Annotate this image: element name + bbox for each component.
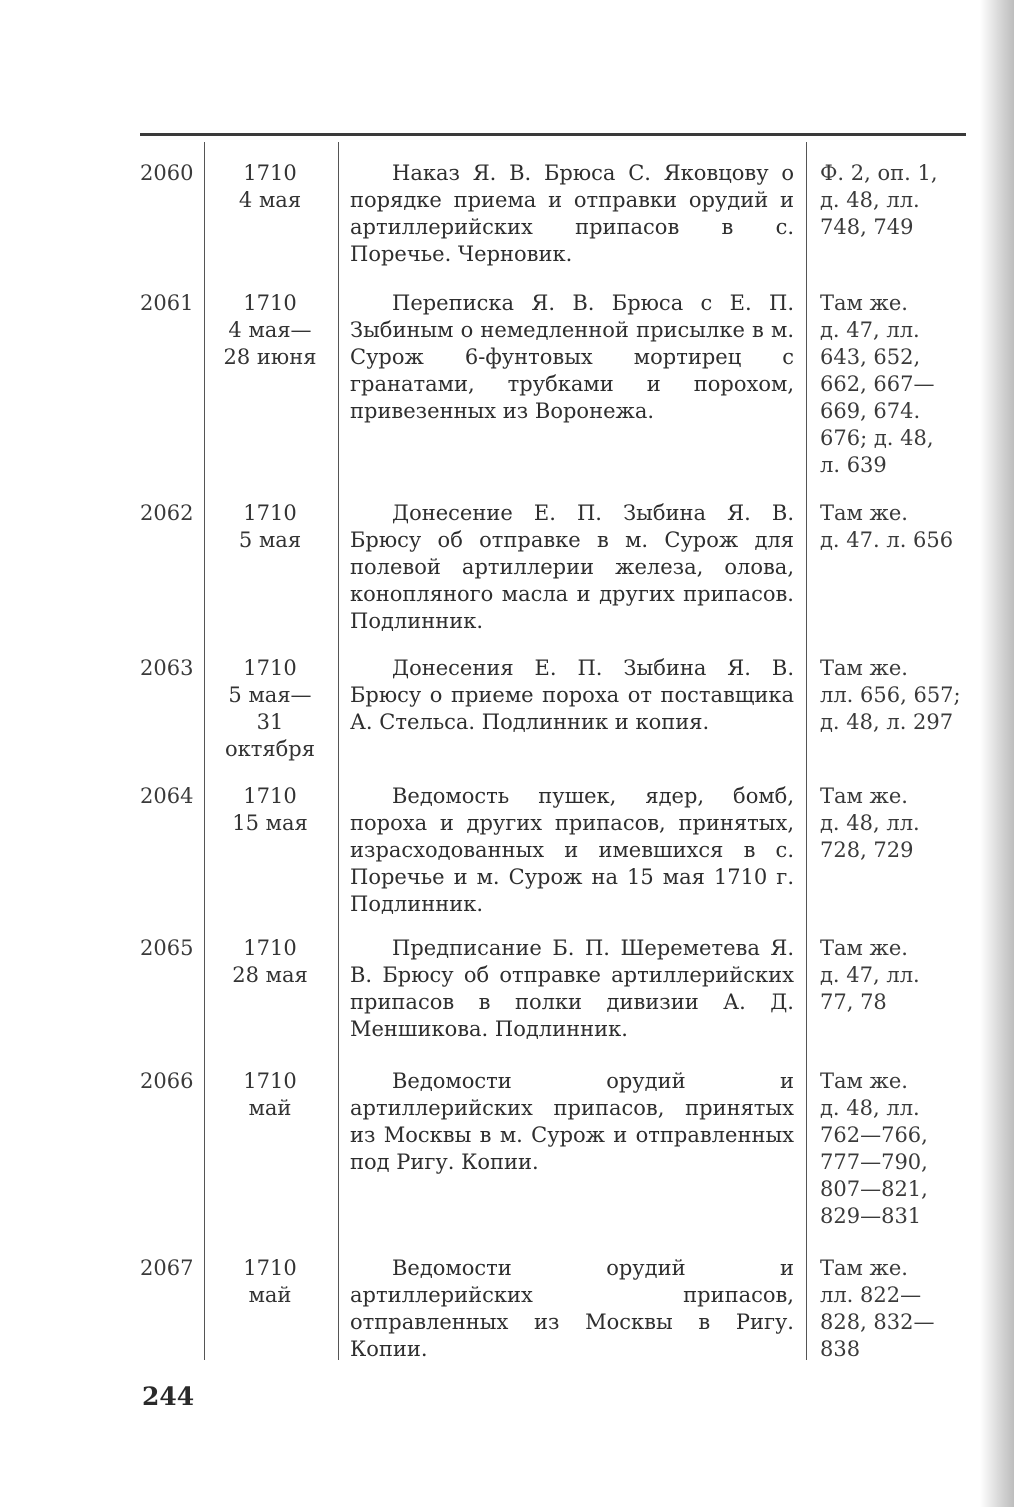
entry-number: 2066 xyxy=(140,1069,194,1093)
column-divider-2 xyxy=(338,142,339,1360)
entry-date: 1710 май xyxy=(243,1256,297,1307)
page-number: 244 xyxy=(142,1382,195,1411)
entry-date: 1710 май xyxy=(243,1069,297,1120)
entry-reference: Там же. д. 48, лл. 728, 729 xyxy=(820,784,920,862)
entry-description: Наказ Я. В. Брюса С. Яковцову о порядке приема и отправки орудий и артиллерийских припасов в с. Поречье. Черновик. xyxy=(350,161,794,266)
entry-date: 1710 5 мая— 31 октября xyxy=(225,656,315,761)
entry-number: 2061 xyxy=(140,291,194,315)
entry-number: 2063 xyxy=(140,656,194,680)
entry-description: Донесение Е. П. Зыбина Я. В. Брюсу об отправке в м. Сурож для полевой артиллерии железа, олова, конопляного масла и других припасов. Подлинник. xyxy=(350,501,794,633)
table-top-rule xyxy=(140,133,966,136)
entry-reference: Там же. д. 47, лл. 77, 78 xyxy=(820,936,920,1014)
entry-date: 1710 4 мая xyxy=(238,161,302,212)
entry-date: 1710 28 мая xyxy=(232,936,308,987)
entry-reference: Там же. лл. 822— 828, 832— 838 xyxy=(820,1256,935,1361)
entry-date: 1710 4 мая— 28 июня xyxy=(223,291,317,369)
entry-description: Ведомость пушек, ядер, бомб, пороха и других припасов, принятых, израсходованных и имевшихся в с. Поречье и м. Сурож на 15 мая 1710 г. Подлинник. xyxy=(350,784,794,916)
entry-number: 2060 xyxy=(140,161,194,185)
entry-reference: Там же. д. 48, лл. 762—766, 777—790, 807—821, 829—831 xyxy=(820,1069,928,1228)
entry-reference: Там же. д. 47. л. 656 xyxy=(820,501,954,552)
column-divider-1 xyxy=(204,142,205,1360)
entry-number: 2062 xyxy=(140,501,194,525)
entry-reference: Там же. д. 47, лл. 643, 652, 662, 667— 669, 674. 676; д. 48, л. 639 xyxy=(820,291,935,477)
entry-description: Ведомости орудий и артиллерийских припасов, отправленных из Москвы в Ригу. Копии. xyxy=(350,1256,794,1361)
entry-description: Донесения Е. П. Зыбина Я. В. Брюсу о приеме пороха от поставщика А. Стельса. Подлинник и копия. xyxy=(350,656,794,734)
column-divider-3 xyxy=(806,142,807,1360)
entry-reference: Ф. 2, оп. 1, д. 48, лл. 748, 749 xyxy=(820,161,938,239)
entry-reference: Там же. лл. 656, 657; д. 48, л. 297 xyxy=(820,656,961,734)
entry-number: 2065 xyxy=(140,936,194,960)
entry-date: 1710 15 мая xyxy=(232,784,308,835)
entry-description: Переписка Я. В. Брюса с Е. П. Зыбиным о немедленной присылке в м. Сурож 6-фунтовых мортирец с гранатами, трубками и порохом, привезенных из Воронежа. xyxy=(350,291,794,423)
entry-date: 1710 5 мая xyxy=(238,501,302,552)
entry-description: Ведомости орудий и артиллерийских припасов, принятых из Москвы в м. Сурож и отправленных под Ригу. Копии. xyxy=(350,1069,794,1174)
entry-number: 2067 xyxy=(140,1256,194,1280)
entry-number: 2064 xyxy=(140,784,194,808)
entry-description: Предписание Б. П. Шереметева Я. В. Брюсу об отправке артиллерийских припасов в полки дивизии А. Д. Меншикова. Подлинник. xyxy=(350,936,794,1041)
page-edge-shadow xyxy=(980,0,1014,1507)
